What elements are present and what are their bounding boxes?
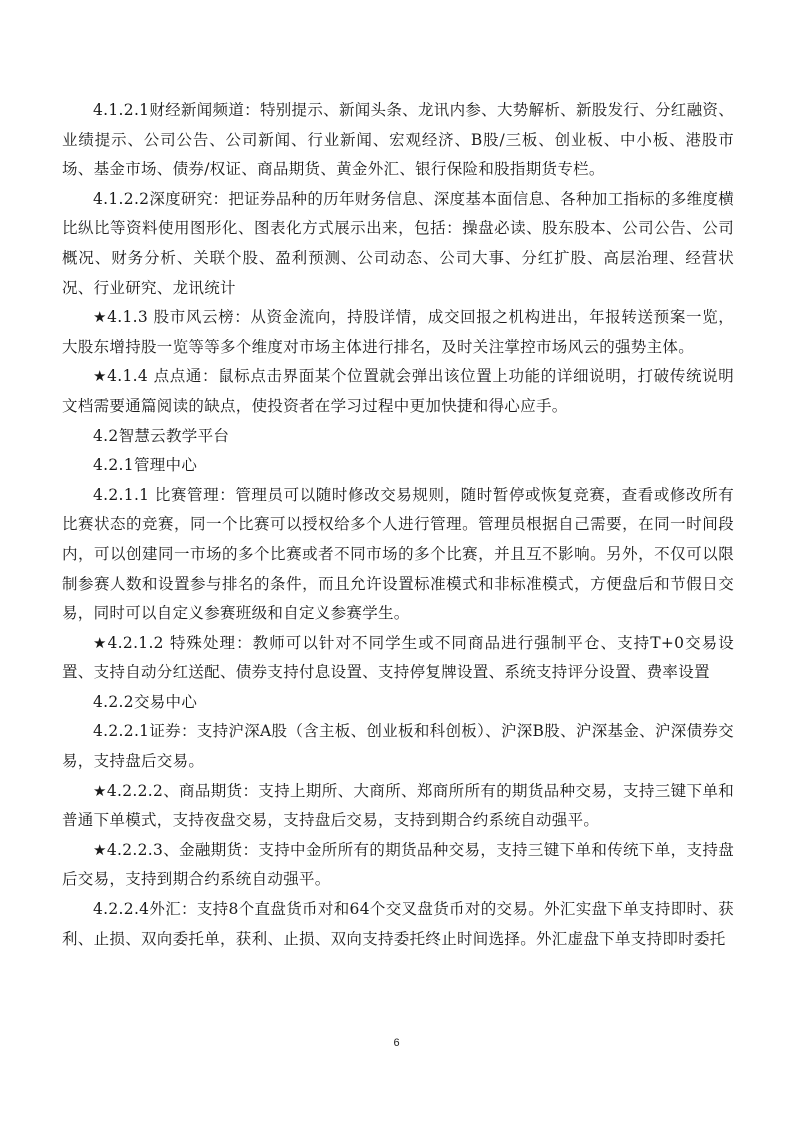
paragraph-number: 4.2.2.3 [106,840,164,859]
paragraph-text: 比赛管理：管理员可以随时修改交易规则，随时暂停或恢复竞赛，查看或修改所有比赛状态的竞赛，同一个比赛可以授权给多个人进行管理。管理员根据自己需要，在同一时间段内，可以创建同一市场的多个比赛或者不同市场的多个比赛，并且互不影响。另外，不仅可以限制参赛人数和设置参与排名的条件，而且允许设置标准模式和非标准模式，方便盘后和节假日交易，同时可以自定义参赛班级和自定义参赛学生。 [62,485,734,623]
paragraph-text: 外汇：支持8个直盘货币对和64个交叉盘货币对的交易。外汇实盘下单支持即时、获利、止损、双向委托单，获利、止损、双向支持委托终止时间选择。外汇虚盘下单支持即时委托 [62,900,734,948]
section-title: 智慧云教学平台 [118,426,230,445]
star-icon: ★ [93,840,107,859]
paragraph-4-2-2-3 [62,836,734,895]
paragraph-4-2-1-1 [62,481,734,629]
paragraph-text: 点点通：鼠标点击界面某个位置就会弹出该位置上功能的详细说明，打破传统说明文档需要通篇阅读的缺点，使投资者在学习过程中更加快捷和得心应手。 [62,367,735,415]
paragraph-number: 4.2.1.1 [93,485,150,504]
section-heading-4-2-2 [62,688,734,718]
section-number: 4.2 [93,426,119,445]
paragraph-text: 、金融期货：支持中金所所有的期货品种交易，支持三键下单和传统下单，支持盘后交易，支持到期合约系统自动强平。 [62,840,734,889]
paragraph-4-2-2-4 [62,895,734,954]
paragraph-text: 财经新闻频道：特别提示、新闻头条、龙讯内参、大势解析、新股发行、分红融资、业绩提示、公司公告、公司新闻、行业新闻、宏观经济、B股/三板、创业板、中小板、港股市场、基金市场、债券/权证、商品期货、黄金外汇、银行保险和股指期货专栏。 [62,101,734,179]
paragraph-4-1-2-2 [62,185,734,303]
section-title: 管理中心 [133,456,198,475]
paragraph-4-1-4 [62,362,734,421]
paragraph-text: 深度研究：把证券品种的历年财务信息、深度基本面信息、各种加工指标的多维度横比纵比等资料使用图形化、图表化方式展示出来，包括：操盘必读、股东股本、公司公告、公司概况、财务分析、关联个股、盈利预测、公司动态、公司大事、分红扩股、高层治理、经营状况、行业研究、龙讯统计 [62,189,734,297]
paragraph-number: 4.1.4 [107,367,149,386]
section-number: 4.2.2 [93,692,134,711]
section-heading-4-2 [62,422,734,452]
paragraph-number: 4.2.2.2 [106,781,164,800]
paragraph-number: 4.2.2.1 [93,722,150,741]
section-title: 交易中心 [133,692,198,711]
paragraph-4-2-2-2 [62,777,734,836]
page-number: 6 [393,1037,400,1049]
paragraph-text: 股市风云榜：从资金流向，持股详情，成交回报之机构进出，年报转送预案一览，大股东增持股一览等等多个维度对市场主体进行排名，及时关注掌控市场风云的强势主体。 [62,308,735,356]
paragraph-4-2-2-1 [62,717,734,776]
paragraph-4-2-1-2 [62,629,734,688]
section-heading-4-2-1 [62,451,734,481]
section-number: 4.2.1 [93,456,134,475]
star-icon: ★ [93,633,108,652]
document-body [62,96,734,954]
paragraph-text: 特殊处理：教师可以针对不同学生或不同商品进行强制平仓、支持T+0交易设置、支持自动分红送配、债券支持付息设置、支持停复牌设置、系统支持评分设置、费率设置 [62,633,734,682]
paragraph-number: 4.1.2.1 [93,101,150,119]
paragraph-text: 证券：支持沪深A股（含主板、创业板和科创板）、沪深B股、沪深基金、沪深债券交易，支持盘后交易。 [62,722,734,771]
paragraph-number: 4.1.3 [107,308,149,327]
star-icon: ★ [93,781,107,800]
paragraph-4-1-3 [62,303,734,362]
paragraph-number: 4.2.1.2 [107,633,164,652]
paragraph-text: 、商品期货：支持上期所、大商所、郑商所所有的期货品种交易，支持三键下单和普通下单模式，支持夜盘交易，支持盘后交易，支持到期合约系统自动强平。 [62,781,734,830]
paragraph-4-1-2-1 [62,96,734,185]
star-icon: ★ [93,367,108,386]
paragraph-number: 4.1.2.2 [93,189,150,208]
star-icon: ★ [93,308,108,327]
paragraph-number: 4.2.2.4 [93,900,150,919]
